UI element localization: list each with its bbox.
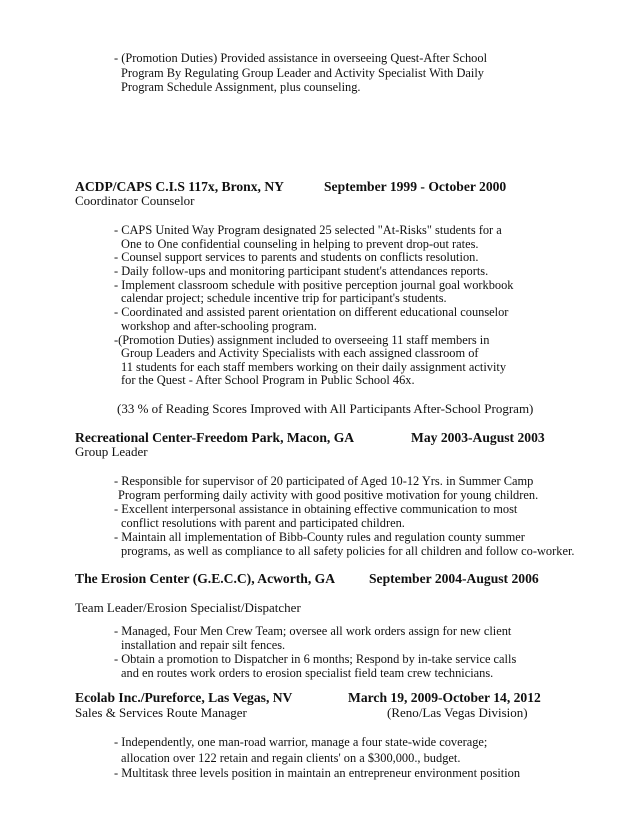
job-line: and en routes work orders to erosion specialist field team crew technicians. (121, 666, 494, 680)
job-line: One to One confidential counseling in helping to prevent drop-out rates. (121, 237, 479, 251)
job-title: Team Leader/Erosion Specialist/Dispatcher (75, 600, 301, 615)
job-line: - Obtain a promotion to Dispatcher in 6 months; Respond by in-take service calls (114, 652, 517, 666)
job-org: The Erosion Center (G.E.C.C), Acworth, GA (75, 571, 336, 586)
job-line: - Maintain all implementation of Bibb-County rules and regulation county summer (114, 530, 525, 544)
job-line: - Daily follow-ups and monitoring participant student's attendances reports. (114, 264, 489, 278)
job-line: conflict resolutions with parent and participated children. (121, 516, 405, 530)
job-line: - Excellent interpersonal assistance in obtaining effective communication to most (114, 502, 518, 516)
job-dates: September 1999 - October 2000 (324, 179, 507, 194)
job-division: (Reno/Las Vegas Division) (387, 705, 528, 720)
intro-line: Program Schedule Assignment, plus counseling. (121, 80, 361, 94)
job-dates: September 2004-August 2006 (369, 571, 539, 586)
job-line: - Coordinated and assisted parent orientation on different educational counselor (114, 305, 509, 319)
job-line: - Responsible for supervisor of 20 participated of Aged 10-12 Yrs. in Summer Camp (114, 474, 534, 488)
job-dates: March 19, 2009-October 14, 2012 (348, 690, 541, 705)
job-title: Group Leader (75, 444, 148, 459)
job-line: - CAPS United Way Program designated 25 selected "At-Risks" students for a (114, 223, 502, 237)
job-line: workshop and after-schooling program. (121, 319, 317, 333)
job-line: - Implement classroom schedule with positive perception journal goal workbook (114, 278, 514, 292)
job-title: Sales & Services Route Manager (75, 705, 247, 720)
job-line: allocation over 122 retain and regain clients' on a $300,000., budget. (121, 751, 461, 765)
job-line: for the Quest - After School Program in Public School 46x. (121, 373, 415, 387)
job-title: Coordinator Counselor (75, 193, 195, 208)
job-org: Recreational Center-Freedom Park, Macon, GA (75, 430, 355, 445)
job-line: installation and repair silt fences. (121, 638, 286, 652)
intro-line: - (Promotion Duties) Provided assistance in overseeing Quest-After School (114, 51, 488, 65)
job-line: - Multitask three levels position in maintain an entrepreneur environment position (114, 766, 521, 780)
job-line: Group Leaders and Activity Specialists with each assigned classroom of (121, 346, 479, 360)
job-line: -(Promotion Duties) assignment included to overseeing 11 staff members in (114, 333, 490, 347)
job-line: Program performing daily activity with good positive motivation for young children. (118, 488, 539, 502)
job-org: Ecolab Inc./Pureforce, Las Vegas, NV (75, 690, 293, 705)
job-line: - Independently, one man-road warrior, manage a four state-wide coverage; (114, 735, 488, 749)
job-line: - Counsel support services to parents and students on conflicts resolution. (114, 250, 479, 264)
job-org: ACDP/CAPS C.I.S 117x, Bronx, NY (75, 179, 284, 194)
job-line: - Managed, Four Men Crew Team; oversee all work orders assign for new client (114, 624, 512, 638)
job-line: calendar project; schedule incentive trip for participant's students. (121, 291, 447, 305)
job-line: 11 students for each staff members working on their daily assignment activity (121, 360, 507, 374)
intro-line: Program By Regulating Group Leader and Activity Specialist With Daily (121, 66, 485, 80)
job-dates: May 2003-August 2003 (411, 430, 545, 445)
job-line: programs, as well as compliance to all safety policies for all children and follow co-worker. (121, 544, 575, 558)
job-note: (33 % of Reading Scores Improved with All Participants After-School Program) (117, 401, 534, 416)
